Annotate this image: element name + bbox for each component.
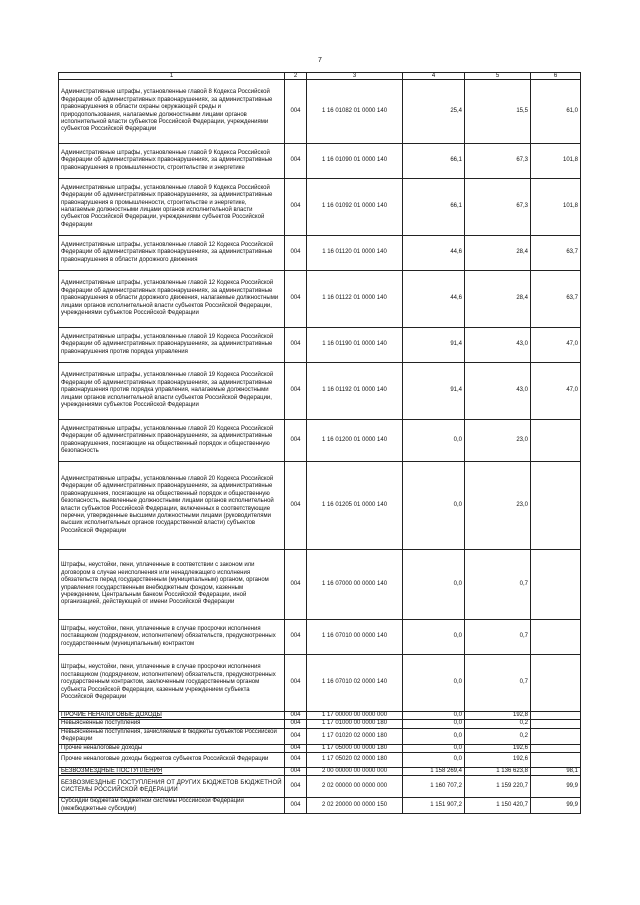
row-percent-cell [531,720,581,728]
table-row [59,550,581,620]
row-name-cell: Административные штрафы, установленные главой 12 Кодекса Российской Федерации об административных правонарушениях, за административные правонарушения в области дорожного движения, налагаемые должностными лицами органов исполнительной власти субъектов Российской Федерации, учреждениями субъектов Российской Федерации [59,271,285,328]
row-value-cell: 0,0 [403,550,465,620]
row-code-cell: 004 [285,271,307,328]
row-code-cell: 004 [285,420,307,462]
row-kbk-cell: 1 16 01190 01 0000 140 [307,328,403,363]
row-percent-cell: 98,1 [531,768,581,776]
row-name-cell: БЕЗВОЗМЕЗДНЫЕ ПОСТУПЛЕНИЯ ОТ ДРУГИХ БЮДЖЕТОВ БЮДЖЕТНОЙ СИСТЕМЫ РОССИЙСКОЙ ФЕДЕРАЦИИ [59,776,285,798]
row-value-cell: 44,6 [403,236,465,271]
row-kbk-cell: 1 16 07010 00 0000 140 [307,620,403,655]
row-name-cell: Административные штрафы, установленные главой 9 Кодекса Российской Федерации об административных правонарушениях, за административные правонарушения в промышленности, строительстве и энергетике, налагаемые должностными лицами органов исполнительной власти субъектов Российской Федерации, учреждениями субъектов Российской Федерации [59,179,285,236]
row-value-cell: 28,4 [465,236,531,271]
row-kbk-cell: 1 16 01122 01 0000 140 [307,271,403,328]
row-kbk-cell: 2 00 00000 00 0000 000 [307,768,403,776]
row-value-cell: 0,0 [403,655,465,712]
row-code-cell: 004 [285,744,307,752]
row-value-cell: 0,0 [403,420,465,462]
row-kbk-cell: 1 17 05020 02 0000 180 [307,753,403,768]
column-header: 5 [465,73,531,80]
table-row [59,620,581,655]
row-percent-cell: 47,0 [531,363,581,420]
column-header: 1 [59,73,285,80]
table-row [59,271,581,328]
row-code-cell: 004 [285,655,307,712]
row-kbk-cell: 2 02 20000 00 0000 150 [307,798,403,814]
row-value-cell: 1 159 220,7 [465,776,531,798]
row-value-cell: 0,7 [465,655,531,712]
row-name-cell: Административные штрафы, установленные главой 19 Кодекса Российской Федерации об административных правонарушениях, за административные правонарушения против порядка управления, налагаемые должностными лицами органов исполнительной власти субъектов Российской Федерации, учреждениями субъектов Российской Федерации [59,363,285,420]
row-kbk-cell: 1 16 01082 01 0000 140 [307,80,403,144]
row-value-cell: 192,6 [465,744,531,752]
row-code-cell: 004 [285,728,307,744]
row-percent-cell [531,753,581,768]
row-value-cell: 192,8 [465,712,531,720]
table-row [59,744,581,752]
row-value-cell: 0,0 [403,753,465,768]
revenue-table [58,72,581,814]
column-header: 4 [403,73,465,80]
row-name-cell: Административные штрафы, установленные главой 19 Кодекса Российской Федерации об административных правонарушениях, за административные правонарушения против порядка управления [59,328,285,363]
row-percent-cell: 61,0 [531,80,581,144]
row-percent-cell: 99,9 [531,798,581,814]
row-name-cell: БЕЗВОЗМЕЗДНЫЕ ПОСТУПЛЕНИЯ [59,768,285,776]
row-value-cell: 0,2 [465,728,531,744]
row-name-cell: Административные штрафы, установленные главой 12 Кодекса Российской Федерации об административных правонарушениях, за административные правонарушения в области дорожного движения [59,236,285,271]
table-row [59,80,581,144]
row-percent-cell [531,420,581,462]
row-code-cell: 004 [285,363,307,420]
row-code-cell: 004 [285,720,307,728]
row-code-cell: 004 [285,753,307,768]
row-percent-cell: 63,7 [531,236,581,271]
row-name-cell: Субсидии бюджетам бюджетной системы Российской Федерации (межбюджетные субсидии) [59,798,285,814]
row-code-cell: 004 [285,236,307,271]
row-code-cell: 004 [285,798,307,814]
row-kbk-cell: 2 02 00000 00 0000 000 [307,776,403,798]
row-percent-cell [531,728,581,744]
row-value-cell: 0,0 [403,728,465,744]
table-row [59,768,581,776]
row-code-cell: 004 [285,776,307,798]
row-name-cell: Административные штрафы, установленные главой 20 Кодекса Российской Федерации об административных правонарушениях, за административные правонарушения, посягающие на общественный порядок и общественную безопасность, выявленные должностными лицами органов исполнительной власти субъектов Российской Федерации, включенных в соответствующие перечни, утвержденные высшими должностными лицами (руководителями высших исполнительных органов государственной власти) субъектов Российской Федерации [59,462,285,550]
row-name-cell: ПРОЧИЕ НЕНАЛОГОВЫЕ ДОХОДЫ [59,712,285,720]
row-value-cell: 0,0 [403,620,465,655]
row-code-cell: 004 [285,620,307,655]
row-code-cell: 004 [285,179,307,236]
row-value-cell: 1 160 707,2 [403,776,465,798]
row-code-cell: 004 [285,550,307,620]
row-name-cell: Невыясненные поступления [59,720,285,728]
row-value-cell: 25,4 [403,80,465,144]
table-row [59,720,581,728]
table-row [59,462,581,550]
row-value-cell: 66,1 [403,179,465,236]
row-kbk-cell: 1 16 01205 01 0000 140 [307,462,403,550]
row-value-cell: 192,6 [465,753,531,768]
row-code-cell: 004 [285,328,307,363]
table-row [59,728,581,744]
row-percent-cell [531,655,581,712]
row-value-cell: 1 150 420,7 [465,798,531,814]
row-value-cell: 67,3 [465,179,531,236]
row-percent-cell [531,550,581,620]
column-header: 3 [307,73,403,80]
table-row [59,420,581,462]
row-value-cell: 0,0 [403,720,465,728]
row-code-cell: 004 [285,768,307,776]
row-value-cell: 43,0 [465,363,531,420]
row-percent-cell: 47,0 [531,328,581,363]
row-name-cell: Административные штрафы, установленные главой 8 Кодекса Российской Федерации об административных правонарушениях, за административные правонарушения в области охраны окружающей среды и природопользования, налагаемые должностными лицами органов исполнительной власти субъектов Российской Федерации, учреждениями субъектов Российской Федерации [59,80,285,144]
table-row [59,655,581,712]
row-percent-cell [531,744,581,752]
row-name-cell: Прочие неналоговые доходы [59,744,285,752]
row-value-cell: 1 158 269,4 [403,768,465,776]
row-percent-cell [531,712,581,720]
row-kbk-cell: 1 16 01192 01 0000 140 [307,363,403,420]
table-row [59,236,581,271]
row-name-cell: Штрафы, неустойки, пени, уплаченные в соответствии с законом или договором в случае неисполнения или ненадлежащего исполнения обязательств перед государственным (муниципальным) органом, органом управления государственным внебюджетным фондом, казенным учреждением, Центральным банком Российской Федерации, иной организацией, действующей от имени Российской Федерации [59,550,285,620]
row-percent-cell [531,462,581,550]
table-row [59,776,581,798]
row-kbk-cell: 1 16 07010 02 0000 140 [307,655,403,712]
table-row [59,363,581,420]
row-value-cell: 0,0 [403,712,465,720]
table-row [59,753,581,768]
row-value-cell: 28,4 [465,271,531,328]
row-kbk-cell: 1 17 01020 02 0000 180 [307,728,403,744]
table-row [59,798,581,814]
row-name-cell: Административные штрафы, установленные главой 20 Кодекса Российской Федерации об административных правонарушениях, за административные правонарушения, посягающие на общественный порядок и общественную безопасность [59,420,285,462]
row-value-cell: 0,7 [465,620,531,655]
column-header: 6 [531,73,581,80]
row-code-cell: 004 [285,712,307,720]
row-value-cell: 23,0 [465,462,531,550]
table-row [59,328,581,363]
row-percent-cell: 101,8 [531,179,581,236]
table-row [59,179,581,236]
table-row [59,712,581,720]
row-code-cell: 004 [285,144,307,179]
row-name-cell: Прочие неналоговые доходы бюджетов субъектов Российской Федерации [59,753,285,768]
row-value-cell: 43,0 [465,328,531,363]
table-row [59,144,581,179]
row-percent-cell: 63,7 [531,271,581,328]
row-kbk-cell: 1 16 01092 01 0000 140 [307,179,403,236]
row-value-cell: 0,7 [465,550,531,620]
row-value-cell: 91,4 [403,363,465,420]
row-kbk-cell: 1 16 01200 01 0000 140 [307,420,403,462]
row-name-cell: Административные штрафы, установленные главой 9 Кодекса Российской Федерации об административных правонарушениях, за административные правонарушения в промышленности, строительстве и энергетике [59,144,285,179]
row-value-cell: 0,2 [465,720,531,728]
row-kbk-cell: 1 17 00000 00 0000 000 [307,712,403,720]
row-kbk-cell: 1 16 01090 01 0000 140 [307,144,403,179]
row-value-cell: 66,1 [403,144,465,179]
row-code-cell: 004 [285,462,307,550]
row-name-cell: Невыясненные поступления, зачисляемые в бюджеты субъектов Российской Федерации [59,728,285,744]
row-name-cell: Штрафы, неустойки, пени, уплаченные в случае просрочки исполнения поставщиком (подрядчиком, исполнителем) обязательств, предусмотренных государственным контрактом, заключенным государственным органом субъекта Российской Федерации, казенным учреждением субъекта Российской Федерации [59,655,285,712]
row-kbk-cell: 1 17 01000 00 0000 180 [307,720,403,728]
row-name-cell: Штрафы, неустойки, пени, уплаченные в случае просрочки исполнения поставщиком (подрядчиком, исполнителем) обязательств, предусмотренных государственным (муниципальным) контрактом [59,620,285,655]
row-value-cell: 15,5 [465,80,531,144]
row-value-cell: 0,0 [403,462,465,550]
row-value-cell: 0,0 [403,744,465,752]
row-value-cell: 91,4 [403,328,465,363]
row-kbk-cell: 1 17 05000 00 0000 180 [307,744,403,752]
row-percent-cell: 99,9 [531,776,581,798]
row-value-cell: 1 151 907,2 [403,798,465,814]
column-header: 2 [285,73,307,80]
row-kbk-cell: 1 16 01120 01 0000 140 [307,236,403,271]
row-value-cell: 23,0 [465,420,531,462]
row-code-cell: 004 [285,80,307,144]
row-percent-cell: 101,8 [531,144,581,179]
row-value-cell: 67,3 [465,144,531,179]
table-header-row [59,73,581,80]
page-number: 7 [318,57,322,64]
row-kbk-cell: 1 16 07000 00 0000 140 [307,550,403,620]
row-value-cell: 1 136 623,8 [465,768,531,776]
row-value-cell: 44,6 [403,271,465,328]
row-percent-cell [531,620,581,655]
